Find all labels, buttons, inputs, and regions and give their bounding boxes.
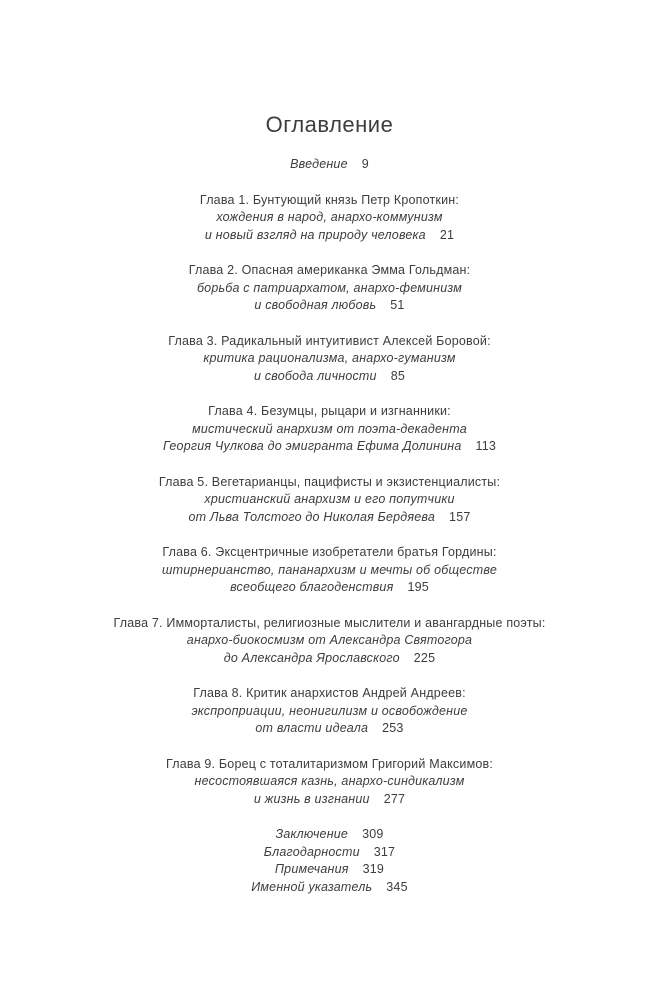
backmatter-page-number: 319 — [362, 862, 385, 876]
chapter-heading: Глава 4. Безумцы, рыцари и изгнанники: — [208, 404, 451, 418]
backmatter-page-number: 317 — [373, 844, 396, 859]
chapter-subtitle-line-2 — [0, 791, 659, 809]
chapter-page-number: 51 — [390, 298, 405, 312]
chapter-heading: Глава 7. Имморталисты, религиозные мыслители и авангардные поэты: — [113, 615, 546, 630]
chapter-subtitle-line-1: экспроприации, неонигилизм и освобождение — [191, 703, 468, 718]
chapter-entry-5 — [0, 474, 659, 527]
chapter-page-number: 195 — [407, 580, 429, 594]
chapter-page-number: 85 — [390, 368, 406, 383]
chapter-subtitle-text: и жизнь в изгнании — [253, 791, 370, 806]
back-matter — [0, 826, 659, 896]
chapter-subtitle-text: и свободная любовь — [254, 298, 377, 312]
chapter-subtitle-line-1: хождения в народ, анархо-коммунизм — [216, 210, 443, 224]
chapter-entry-2 — [0, 262, 659, 315]
chapter-subtitle-line-2 — [0, 509, 659, 527]
chapter-heading: Глава 8. Критик анархистов Андрей Андреев: — [193, 686, 466, 700]
intro-label: Введение — [290, 157, 348, 171]
chapter-subtitle-line-2 — [0, 227, 659, 245]
chapter-subtitle-line-2 — [0, 650, 659, 668]
chapter-subtitle-line-1: несостоявшаяся казнь, анархо-синдикализм — [194, 774, 465, 788]
intro-entry — [0, 156, 659, 174]
chapter-subtitle-line-1: борьба с патриархатом, анархо-феминизм — [196, 280, 463, 295]
backmatter-label: Благодарности — [263, 844, 360, 859]
chapter-subtitle-line-2 — [0, 297, 659, 315]
chapter-heading: Глава 2. Опасная американка Эмма Гольдман: — [188, 263, 471, 277]
chapter-page-number: 225 — [413, 650, 436, 665]
backmatter-entry-conclusion — [0, 826, 659, 844]
chapter-entry-3 — [0, 333, 659, 386]
chapter-entry-7 — [0, 615, 659, 668]
intro-line — [0, 156, 659, 174]
backmatter-entry-name-index — [0, 879, 659, 897]
backmatter-label: Именной указатель — [251, 879, 373, 894]
chapter-entry-4 — [0, 403, 659, 456]
chapter-subtitle-line-1: критика рационализма, анархо-гуманизм — [203, 351, 456, 365]
chapter-subtitle-text: и новый взгляд на природу человека — [204, 227, 426, 242]
chapter-subtitle-text: всеобщего благоденствия — [230, 580, 394, 594]
page-title: Оглавление — [265, 112, 394, 137]
chapter-entry-6 — [0, 544, 659, 597]
chapter-subtitle-line-2 — [0, 368, 659, 386]
chapter-heading: Глава 3. Радикальный интуитивист Алексей Боровой: — [168, 333, 491, 348]
chapter-page-number: 253 — [382, 721, 404, 735]
chapter-subtitle-line-2 — [0, 720, 659, 738]
chapter-subtitle-text: от Льва Толстого до Николая Бердяева — [188, 509, 436, 524]
chapter-subtitle-text: до Александра Ярославского — [223, 650, 400, 665]
chapter-subtitle-line-2 — [0, 438, 659, 456]
backmatter-label: Заключение — [275, 827, 349, 841]
backmatter-entry-acknowledgements — [0, 844, 659, 862]
chapter-page-number: 21 — [439, 227, 455, 242]
chapter-entry-9 — [0, 756, 659, 809]
chapter-subtitle-line-2 — [0, 579, 659, 597]
chapter-subtitle-line-1: штирнерианство, пананархизм и мечты об обществе — [162, 562, 497, 577]
chapter-heading: Глава 6. Эксцентричные изобретатели братья Гордины: — [162, 545, 497, 559]
chapter-subtitle-text: Георгия Чулкова до эмигранта Ефима Долинина — [162, 439, 462, 453]
chapter-page-number: 157 — [449, 509, 471, 524]
chapter-entry-8 — [0, 685, 659, 738]
chapter-subtitle-line-1: христианский анархизм и его попутчики — [204, 492, 455, 506]
chapter-subtitle-text: и свобода личности — [253, 368, 377, 383]
chapter-heading: Глава 9. Борец с тоталитаризмом Григорий Максимов: — [165, 756, 494, 771]
chapter-subtitle-text: от власти идеала — [255, 721, 369, 735]
chapter-entry-1 — [0, 192, 659, 245]
intro-page-number: 9 — [361, 157, 369, 171]
chapter-subtitle-line-1: мистический анархизм от поэта-декадента — [192, 421, 467, 436]
backmatter-page-number: 309 — [362, 827, 384, 841]
backmatter-label: Примечания — [274, 862, 349, 876]
chapter-page-number: 277 — [383, 791, 406, 806]
chapter-heading: Глава 1. Бунтующий князь Петр Кропоткин: — [199, 192, 460, 207]
backmatter-page-number: 345 — [386, 879, 408, 894]
chapter-page-number: 113 — [475, 439, 497, 453]
chapter-heading: Глава 5. Вегетарианцы, пацифисты и экзистенциалисты: — [158, 474, 501, 489]
backmatter-entry-notes — [0, 861, 659, 879]
chapter-subtitle-line-1: анархо-биокосмизм от Александра Святогора — [186, 633, 473, 647]
